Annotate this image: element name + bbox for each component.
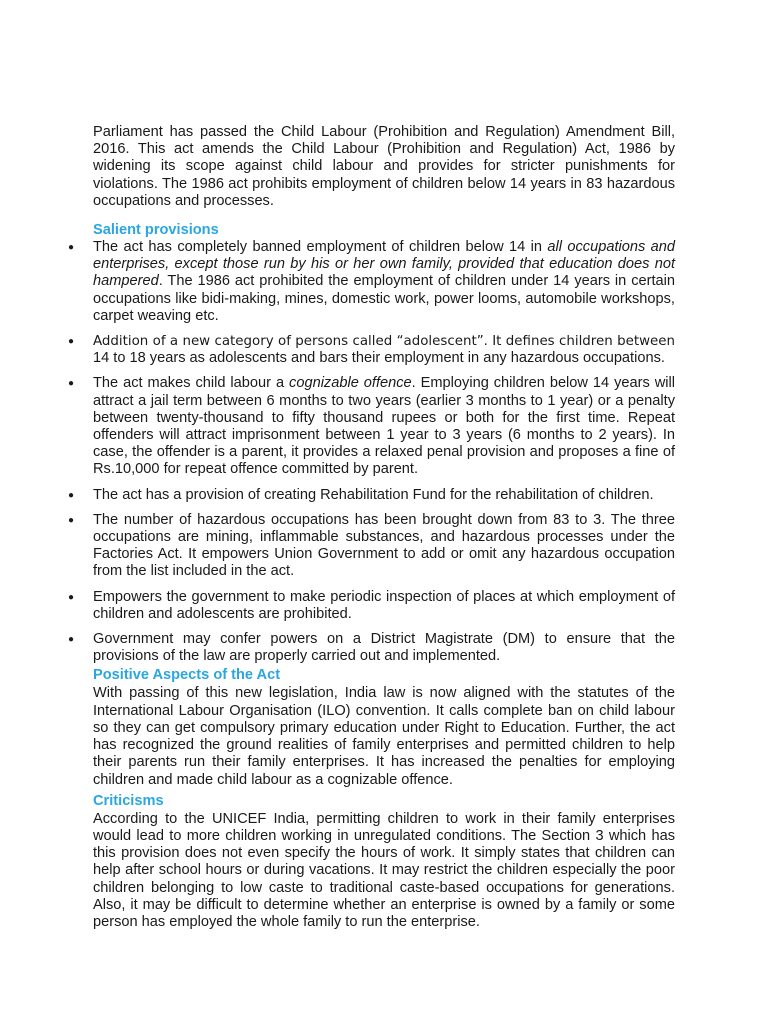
bullet-icon: ● [68, 242, 75, 254]
list-item-emphasis: all occupations and enterprises, except those run by his or her own family, provided that education does not hampered [93, 239, 676, 290]
list-item-text: . Employing children below 14 years will attract a jail term between 6 months to two years (earlier 3 months to 1 year) or a penalty between twenty-thousand to fifty thousand rupees or both for the first time. Repeat offenders will attract imprisonment between 1 year to 3 years (6 months to 2 years). In case, the offender is a parent, it provides a relaxed penal provision and proposes a fine of Rs.10,000 for repeat offence committed by parent. [93, 375, 676, 478]
bullet-icon: ● [68, 489, 75, 501]
bullet-icon: ● [68, 514, 75, 526]
bullet-icon: ● [68, 591, 75, 603]
list-item [68, 375, 676, 478]
positive-aspects-paragraph: With passing of this new legislation, India law is now aligned with the statutes of the International Labour Organisation (ILO) convention. It calls complete ban on child labour so they can get compulsory primary education under Right to Education. Further, the act has recognized the ground realities of family enterprises and permitted children to help their parents run their family enterprises. It has increased the penalties for employing children and made child labour as a cognizable offence. [93, 685, 675, 788]
list-item-text: The act has completely banned employment of children below 14 in [93, 239, 548, 256]
list-item-text: Empowers the government to make periodic inspection of places at which employment of children and adolescents are prohibited. [93, 588, 675, 622]
heading-positive-aspects: Positive Aspects of the Act [93, 667, 281, 684]
list-item-text: The act has a provision of creating Rehabilitation Fund for the rehabilitation of children. [93, 486, 654, 503]
list-item-text: 14 to 18 years as adolescents and bars their employment in any hazardous occupations. [93, 350, 665, 367]
bullet-icon: ● [68, 336, 75, 348]
list-item [68, 239, 676, 325]
list-item-emphasis: cognizable offence [289, 375, 412, 392]
list-item-text: Government may confer powers on a District Magistrate (DM) to ensure that the provisions of the law are properly carried out and implemented. [93, 631, 675, 665]
list-item-text: The number of hazardous occupations has been brought down from 83 to 3. The three occupations are mining, inflammable substances, and hazardous processes under the Factories Act. It empowers Union Government to add or omit any hazardous occupation from the list included in the act. [93, 511, 675, 580]
bullet-icon: ● [68, 634, 75, 646]
list-item-text: . The 1986 act prohibited the employment of children under 14 years in certain occupations like bidi-making, mines, domestic work, power looms, automobile workshops, carpet weaving etc. [93, 273, 675, 324]
heading-salient-provisions: Salient provisions [93, 222, 219, 239]
list-item [68, 333, 675, 367]
intro-paragraph: Parliament has passed the Child Labour (Prohibition and Regulation) Amendment Bill, 2016. This act amends the Child Labour (Prohibition and Regulation) Act, 1986 by widening its scope against child labour and provides for stricter punishments for violations. The 1986 act prohibits employment of children below 14 years in 83 hazardous occupations and processes. [93, 124, 675, 209]
list-item-text: Addition of a new category of persons called “adolescent”. It defines children between [93, 334, 675, 350]
list-item [68, 511, 675, 581]
salient-provisions-list [68, 239, 676, 665]
list-item [68, 588, 675, 623]
list-item-text: The act makes child labour a [93, 375, 290, 392]
heading-criticisms: Criticisms [93, 792, 164, 809]
list-item [68, 486, 675, 504]
criticisms-paragraph: According to the UNICEF India, permitting children to work in their family enterprises would lead to more children working in unregulated conditions. The Section 3 which has this provision does not even specify the hours of work. It simply states that children can help after school hours or during vacations. It may restrict the children especially the poor children belonging to low caste to traditional caste-based occupations for generations. Also, it may be difficult to determine whether an enterprise is owned by a family or some person has employed the whole family to run the enterprise. [93, 810, 675, 930]
bullet-icon: ● [68, 378, 75, 390]
list-item [68, 631, 675, 665]
document-page [68, 124, 676, 931]
